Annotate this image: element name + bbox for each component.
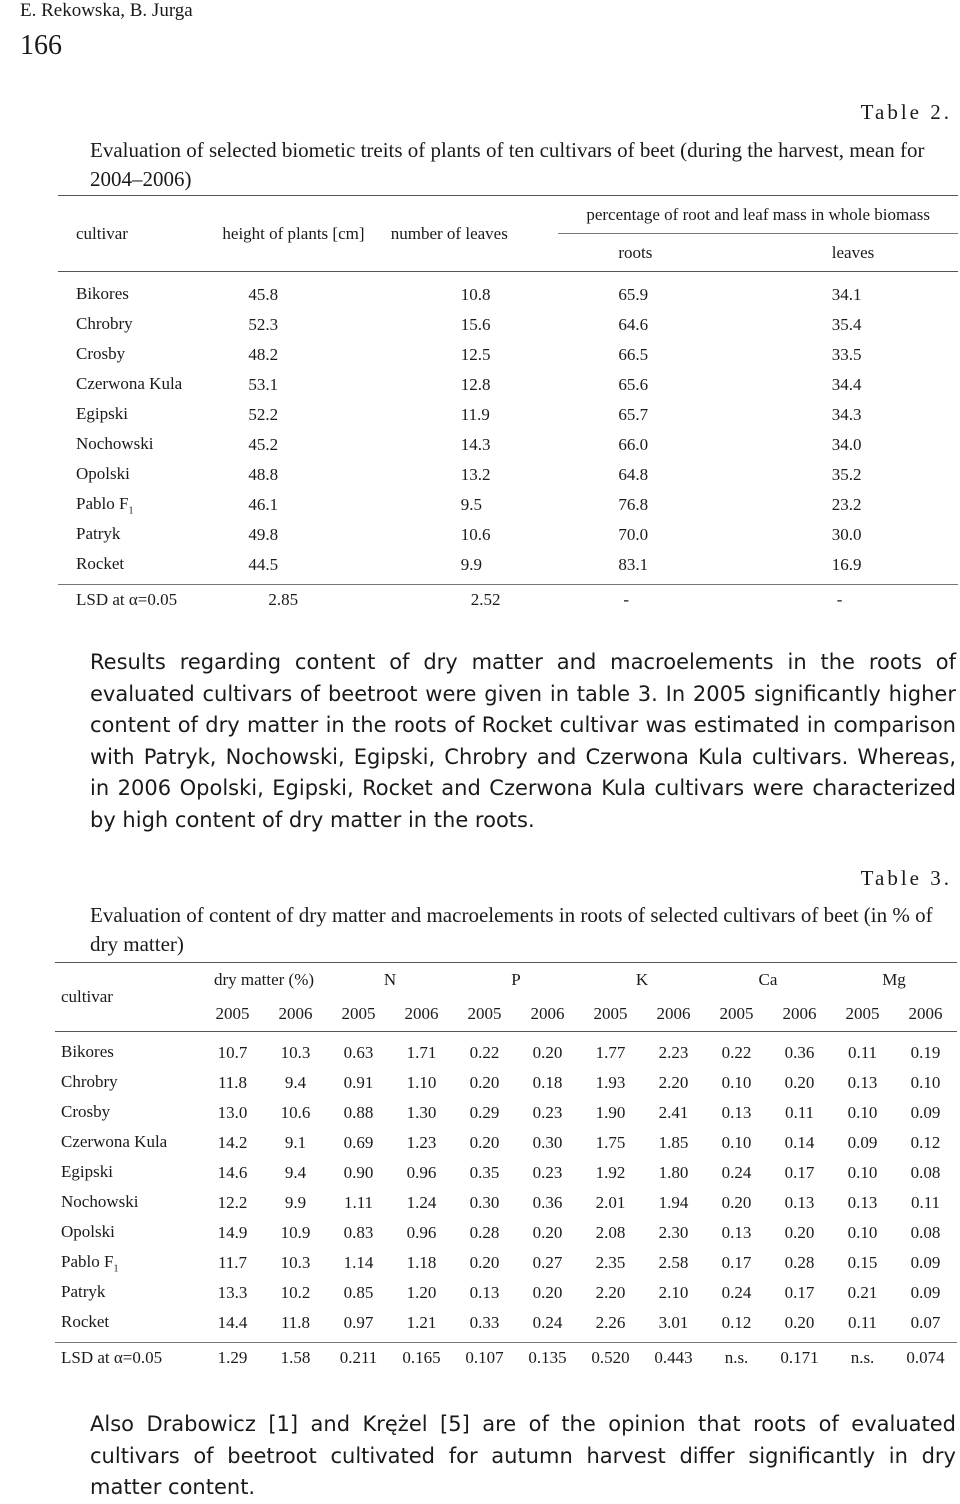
- t3-cell-value: 0.09: [910, 1103, 941, 1122]
- t3-cell-value: 9.4: [284, 1163, 307, 1182]
- table-row: [58, 310, 958, 340]
- t3-cell-value: 0.91: [343, 1073, 374, 1092]
- t2-cell-roots: 70.0: [618, 525, 649, 544]
- t3-cell-value: 9.9: [284, 1193, 307, 1212]
- t2-lsd-label: LSD at α=0.05: [76, 590, 178, 609]
- t2-header-cultivar: cultivar: [58, 196, 208, 272]
- cultivar-name: Patryk: [76, 523, 121, 543]
- t2-cell-leaves: 34.1: [831, 285, 862, 304]
- cultivar-name: Opolski: [76, 463, 130, 483]
- t3-cell-value: 0.63: [343, 1043, 374, 1062]
- t3-cell-value: 2.26: [595, 1313, 626, 1332]
- table-row: [58, 550, 958, 580]
- cultivar-name: Crosby: [61, 1101, 111, 1121]
- t3-cell-value: 0.13: [784, 1193, 815, 1212]
- t3-cell-value: 0.96: [406, 1223, 437, 1242]
- t2-cell-leaves-count: 15.6: [460, 315, 491, 334]
- t3-cell-value: 0.22: [469, 1043, 500, 1062]
- table-row: [58, 490, 958, 520]
- t3-cell-value: 1.23: [406, 1133, 437, 1152]
- table-row: [55, 1248, 957, 1278]
- t3-cell-value: 10.6: [280, 1103, 311, 1122]
- t3-cell-value: 0.11: [910, 1193, 941, 1212]
- t3-cell-value: 0.15: [847, 1253, 878, 1272]
- t3-header-year: 2006: [782, 1004, 817, 1023]
- t2-header-leaves: leaves: [831, 242, 875, 262]
- t3-cell-value: 2.58: [658, 1253, 689, 1272]
- t3-cell-value: 9.4: [284, 1073, 307, 1092]
- t3-cell-cultivar: [55, 1098, 201, 1128]
- t2-cell-leaves: 16.9: [831, 555, 862, 574]
- cultivar-name: Egipski: [76, 403, 128, 423]
- t3-header-group: P: [511, 970, 521, 989]
- t3-cell-value: 0.19: [910, 1043, 941, 1062]
- t3-header-group: Ca: [758, 970, 778, 989]
- t2-cell-cultivar: [58, 310, 208, 340]
- t3-header-year: 2005: [341, 1004, 376, 1023]
- t3-cell-value: 0.97: [343, 1313, 374, 1332]
- t3-header-year: 2006: [404, 1004, 439, 1023]
- t3-cell-value: 14.9: [217, 1223, 248, 1242]
- t3-cell-cultivar: [55, 1308, 201, 1338]
- t3-cell-value: 0.90: [343, 1163, 374, 1182]
- t3-cell-value: 0.36: [784, 1043, 815, 1062]
- t2-cell-cultivar: [58, 340, 208, 370]
- t3-lsd-value: 1.29: [217, 1348, 248, 1367]
- t3-cell-value: 0.12: [910, 1133, 941, 1152]
- t3-cell-value: 0.96: [406, 1163, 437, 1182]
- t3-lsd-value: n.s.: [724, 1348, 749, 1367]
- t3-cell-value: 10.3: [280, 1043, 311, 1062]
- t3-cell-cultivar: [55, 1038, 201, 1068]
- cultivar-name: Czerwona Kula: [61, 1131, 168, 1151]
- t3-cell-value: 11.7: [217, 1253, 248, 1272]
- t3-cell-value: 0.20: [532, 1223, 563, 1242]
- t3-cell-value: 0.11: [784, 1103, 815, 1122]
- t2-header-height: height of plants [cm]: [208, 196, 390, 272]
- t2-cell-leaves: 33.5: [831, 345, 862, 364]
- t2-header-roots: roots: [618, 242, 653, 262]
- t2-cell-leaves: 34.4: [831, 375, 862, 394]
- t3-cell-value: 0.10: [847, 1223, 878, 1242]
- t3-lsd-value: 0.443: [654, 1348, 693, 1367]
- running-header-authors: E. Rekowska, B. Jurga: [20, 0, 193, 21]
- t3-cell-value: 2.30: [658, 1223, 689, 1242]
- t3-cell-value: 0.10: [910, 1073, 941, 1092]
- t3-cell-value: 1.80: [658, 1163, 689, 1182]
- t3-cell-value: 0.33: [469, 1313, 500, 1332]
- t3-lsd-value: 0.107: [465, 1348, 504, 1367]
- table-row: [55, 1128, 957, 1158]
- t3-cell-value: 2.35: [595, 1253, 626, 1272]
- t3-cell-value: 13.3: [217, 1283, 248, 1302]
- cultivar-name: Opolski: [61, 1221, 115, 1241]
- t2-cell-leaves: 35.4: [831, 315, 862, 334]
- table-row: [55, 1308, 957, 1338]
- t3-cell-value: 0.17: [721, 1253, 752, 1272]
- t3-header-group: dry matter (%): [213, 970, 315, 989]
- t3-cell-value: 12.2: [217, 1193, 248, 1212]
- t3-header-group: Mg: [882, 970, 906, 989]
- t2-cell-leaves-count: 10.8: [460, 285, 491, 304]
- t2-cell-cultivar: [58, 400, 208, 430]
- t3-cell-value: 1.94: [658, 1193, 689, 1212]
- t2-cell-leaves-count: 14.3: [460, 435, 491, 454]
- table-row: [58, 340, 958, 370]
- t2-cell-leaves-count: 11.9: [460, 405, 490, 424]
- t2-cell-leaves-count: 12.8: [460, 375, 491, 394]
- t3-lsd-value: n.s.: [850, 1348, 875, 1367]
- t2-header-percentage: percentage of root and leaf mass in whole biomass: [558, 196, 958, 234]
- t3-cell-value: 2.08: [595, 1223, 626, 1242]
- t3-cell-value: 0.10: [847, 1103, 878, 1122]
- t3-header-year: 2005: [845, 1004, 880, 1023]
- t3-cell-value: 3.01: [658, 1313, 689, 1332]
- t3-cell-value: 0.17: [784, 1283, 815, 1302]
- t3-cell-value: 0.20: [469, 1073, 500, 1092]
- t3-lsd-label: LSD at α=0.05: [61, 1348, 163, 1367]
- t3-cell-value: 0.11: [847, 1043, 878, 1062]
- t3-header-cultivar: cultivar: [55, 963, 201, 1032]
- t3-cell-value: 0.23: [532, 1163, 563, 1182]
- cultivar-name: Pablo F: [61, 1251, 114, 1271]
- t3-cell-value: 1.85: [658, 1133, 689, 1152]
- t3-cell-cultivar: [55, 1248, 201, 1278]
- cultivar-name: Rocket: [76, 553, 125, 573]
- t3-cell-value: 0.30: [469, 1193, 500, 1212]
- t3-cell-value: 2.01: [595, 1193, 626, 1212]
- t3-cell-value: 0.08: [910, 1163, 941, 1182]
- t3-header-year: 2005: [593, 1004, 628, 1023]
- table-row: [58, 430, 958, 460]
- cultivar-name: Bikores: [76, 283, 129, 303]
- t3-cell-value: 0.11: [847, 1313, 878, 1332]
- table3-caption: Evaluation of content of dry matter and macroelements in roots of selected cultivars of beet (in % of dry matter): [90, 903, 933, 956]
- t2-cell-cultivar: [58, 280, 208, 310]
- t3-cell-value: 0.23: [532, 1103, 563, 1122]
- t2-lsd-leaves-count: 2.52: [470, 590, 501, 609]
- t2-lsd-roots: -: [623, 590, 629, 609]
- t3-header-year: 2005: [215, 1004, 250, 1023]
- t3-cell-value: 0.24: [721, 1163, 752, 1182]
- t2-cell-height: 48.2: [248, 345, 279, 364]
- t2-cell-cultivar: [58, 460, 208, 490]
- t2-cell-height: 49.8: [248, 525, 279, 544]
- t3-cell-value: 1.75: [595, 1133, 626, 1152]
- t3-cell-value: 0.17: [784, 1163, 815, 1182]
- t3-cell-value: 14.4: [217, 1313, 248, 1332]
- t3-cell-value: 1.24: [406, 1193, 437, 1212]
- t3-cell-value: 0.13: [469, 1283, 500, 1302]
- t3-header-year: 2006: [908, 1004, 943, 1023]
- table2-label: Table 2.: [860, 100, 952, 124]
- t3-cell-value: 0.88: [343, 1103, 374, 1122]
- cultivar-name: Crosby: [76, 343, 126, 363]
- cultivar-name: Czerwona Kula: [76, 373, 183, 393]
- t2-cell-leaves: 34.3: [831, 405, 862, 424]
- t3-cell-value: 0.29: [469, 1103, 500, 1122]
- table-row: [55, 1188, 957, 1218]
- t3-cell-value: 0.13: [721, 1223, 752, 1242]
- t3-cell-value: 0.20: [784, 1313, 815, 1332]
- t3-cell-value: 0.20: [532, 1283, 563, 1302]
- table2: [58, 195, 958, 615]
- t3-cell-value: 0.10: [721, 1073, 752, 1092]
- t2-cell-leaves: 30.0: [831, 525, 862, 544]
- t3-cell-value: 2.41: [658, 1103, 689, 1122]
- t2-cell-cultivar: [58, 430, 208, 460]
- t2-cell-height: 44.5: [248, 555, 279, 574]
- t3-cell-value: 0.12: [721, 1313, 752, 1332]
- t3-cell-value: 0.28: [469, 1223, 500, 1242]
- t3-cell-value: 0.22: [721, 1043, 752, 1062]
- t3-lsd-value: 0.165: [402, 1348, 441, 1367]
- table-row: [55, 1158, 957, 1188]
- cultivar-subscript: 1: [128, 505, 134, 517]
- cultivar-name: Patryk: [61, 1281, 106, 1301]
- t2-cell-height: 45.2: [248, 435, 279, 454]
- table-row: [55, 1038, 957, 1068]
- t3-lsd-value: 0.074: [906, 1348, 945, 1367]
- t2-cell-height: 45.8: [248, 285, 279, 304]
- t3-lsd-value: 0.520: [591, 1348, 630, 1367]
- t3-cell-value: 0.21: [847, 1283, 878, 1302]
- t2-cell-roots: 83.1: [618, 555, 649, 574]
- t2-cell-leaves: 35.2: [831, 465, 862, 484]
- t3-cell-cultivar: [55, 1278, 201, 1308]
- t3-cell-value: 0.10: [847, 1163, 878, 1182]
- t2-cell-leaves: 34.0: [831, 435, 862, 454]
- t3-cell-value: 0.09: [910, 1283, 941, 1302]
- t2-cell-roots: 66.5: [618, 345, 649, 364]
- t3-cell-value: 10.3: [280, 1253, 311, 1272]
- t3-cell-value: 0.69: [343, 1133, 374, 1152]
- t3-lsd-value: 0.211: [339, 1348, 378, 1367]
- table3-label: Table 3.: [860, 866, 952, 890]
- t3-cell-cultivar: [55, 1158, 201, 1188]
- t2-cell-leaves-count: 9.5: [460, 495, 482, 514]
- t2-cell-height: 53.1: [248, 375, 279, 394]
- cultivar-name: Chrobry: [61, 1071, 118, 1091]
- t3-cell-value: 0.85: [343, 1283, 374, 1302]
- t2-cell-leaves-count: 13.2: [460, 465, 491, 484]
- t3-cell-value: 0.10: [721, 1133, 752, 1152]
- t3-cell-value: 1.14: [343, 1253, 374, 1272]
- t3-cell-value: 0.28: [784, 1253, 815, 1272]
- t2-cell-roots: 64.6: [618, 315, 649, 334]
- t3-cell-value: 0.24: [532, 1313, 563, 1332]
- t2-cell-cultivar: [58, 550, 208, 580]
- t2-cell-height: 52.2: [248, 405, 279, 424]
- t3-cell-value: 0.20: [532, 1043, 563, 1062]
- table-row: [58, 460, 958, 490]
- t3-cell-value: 0.27: [532, 1253, 563, 1272]
- t3-cell-value: 2.23: [658, 1043, 689, 1062]
- t3-cell-value: 10.2: [280, 1283, 311, 1302]
- t3-lsd-value: 0.135: [528, 1348, 567, 1367]
- t2-cell-height: 46.1: [248, 495, 279, 514]
- t3-lsd-value: 1.58: [280, 1348, 311, 1367]
- t3-cell-cultivar: [55, 1068, 201, 1098]
- t3-cell-value: 0.09: [910, 1253, 941, 1272]
- t3-cell-value: 14.6: [217, 1163, 248, 1182]
- table-row: [58, 280, 958, 310]
- t3-cell-value: 10.7: [217, 1043, 248, 1062]
- t3-cell-value: 1.20: [406, 1283, 437, 1302]
- t3-cell-value: 0.20: [784, 1223, 815, 1242]
- t3-cell-value: 0.20: [784, 1073, 815, 1092]
- t2-cell-roots: 66.0: [618, 435, 649, 454]
- t2-cell-roots: 65.6: [618, 375, 649, 394]
- t3-header-group: N: [383, 970, 397, 989]
- t3-header-year: 2006: [278, 1004, 313, 1023]
- t3-cell-value: 1.18: [406, 1253, 437, 1272]
- t3-cell-cultivar: [55, 1218, 201, 1248]
- t2-cell-height: 52.3: [248, 315, 279, 334]
- t3-cell-value: 0.08: [910, 1223, 941, 1242]
- table-row: [58, 520, 958, 550]
- table-row: [58, 370, 958, 400]
- table2-caption: Evaluation of selected biometic treits of plants of ten cultivars of beet (during the harvest, mean for 2004–2006): [90, 138, 925, 191]
- table-row: [55, 1218, 957, 1248]
- t2-cell-roots: 65.9: [618, 285, 649, 304]
- t2-cell-leaves-count: 12.5: [460, 345, 491, 364]
- t3-cell-value: 0.35: [469, 1163, 500, 1182]
- t3-cell-value: 1.90: [595, 1103, 626, 1122]
- t3-cell-value: 9.1: [284, 1133, 307, 1152]
- t3-cell-value: 2.20: [658, 1073, 689, 1092]
- t3-cell-value: 11.8: [280, 1313, 311, 1332]
- t2-cell-cultivar: [58, 490, 208, 520]
- t3-cell-value: 0.13: [721, 1103, 752, 1122]
- t3-cell-value: 11.8: [217, 1073, 248, 1092]
- t3-cell-value: 0.13: [847, 1073, 878, 1092]
- t2-lsd-height: 2.85: [268, 590, 299, 609]
- t3-cell-value: 0.20: [721, 1193, 752, 1212]
- t3-cell-value: 2.10: [658, 1283, 689, 1302]
- t2-cell-roots: 65.7: [618, 405, 649, 424]
- t3-cell-value: 1.93: [595, 1073, 626, 1092]
- body-paragraph-2: Also Drabowicz [1] and Krężel [5] are of the opinion that roots of evaluated cultivars of beetroot cultivated for autumn harvest differ significantly in dry matter content.: [90, 1412, 956, 1499]
- t3-cell-value: 0.09: [847, 1133, 878, 1152]
- t2-cell-cultivar: [58, 370, 208, 400]
- t3-cell-value: 10.9: [280, 1223, 311, 1242]
- t3-header-year: 2006: [656, 1004, 691, 1023]
- t3-cell-value: 1.11: [343, 1193, 374, 1212]
- body-paragraph-1: Results regarding content of dry matter and macroelements in the roots of evaluated cultivars of beetroot were given in table 3. In 2005 significantly higher content of dry matter in the roots of Rocket cultivar was estimated in comparison with Patryk, Nochowski, Egipski, Chrobry and Czerwona Kula cultivars. Whereas, in 2006 Opolski, Egipski, Rocket and Czerwona Kula cultivars were characterized by high content of dry matter in the roots.: [90, 650, 956, 832]
- page-number: 166: [20, 30, 62, 61]
- t3-header-year: 2005: [467, 1004, 502, 1023]
- cultivar-name: Chrobry: [76, 313, 133, 333]
- t2-cell-leaves-count: 9.9: [460, 555, 482, 574]
- cultivar-name: Pablo F: [76, 493, 129, 513]
- t3-cell-value: 0.20: [469, 1133, 500, 1152]
- table3: [55, 962, 957, 1373]
- t3-cell-value: 0.20: [469, 1253, 500, 1272]
- t2-cell-roots: 76.8: [618, 495, 649, 514]
- t3-cell-value: 0.30: [532, 1133, 563, 1152]
- table-row: [55, 1098, 957, 1128]
- t2-cell-leaves: 23.2: [831, 495, 862, 514]
- t3-cell-value: 13.0: [217, 1103, 248, 1122]
- t3-cell-value: 0.24: [721, 1283, 752, 1302]
- t3-cell-value: 1.71: [406, 1043, 437, 1062]
- t3-header-year: 2006: [530, 1004, 565, 1023]
- t3-cell-cultivar: [55, 1128, 201, 1158]
- t3-cell-value: 0.14: [784, 1133, 815, 1152]
- t3-lsd-value: 0.171: [780, 1348, 819, 1367]
- t2-cell-leaves-count: 10.6: [460, 525, 491, 544]
- cultivar-name: Egipski: [61, 1161, 113, 1181]
- t2-lsd-leaves: -: [836, 590, 843, 609]
- table-row: [55, 1068, 957, 1098]
- table-row: [55, 1278, 957, 1308]
- t2-cell-height: 48.8: [248, 465, 279, 484]
- t3-header-year: 2005: [719, 1004, 754, 1023]
- t2-cell-cultivar: [58, 520, 208, 550]
- cultivar-name: Bikores: [61, 1041, 114, 1061]
- cultivar-name: Nochowski: [61, 1191, 139, 1211]
- t3-cell-value: 1.21: [406, 1313, 437, 1332]
- t3-cell-cultivar: [55, 1188, 201, 1218]
- t3-cell-value: 0.13: [847, 1193, 878, 1212]
- t3-cell-value: 1.10: [406, 1073, 437, 1092]
- t3-cell-value: 0.83: [343, 1223, 374, 1242]
- t3-cell-value: 1.92: [595, 1163, 626, 1182]
- t3-cell-value: 1.77: [595, 1043, 626, 1062]
- t3-header-group: K: [635, 970, 649, 989]
- t3-cell-value: 14.2: [217, 1133, 248, 1152]
- t3-cell-value: 0.07: [910, 1313, 941, 1332]
- t3-cell-value: 0.18: [532, 1073, 563, 1092]
- cultivar-name: Rocket: [61, 1311, 110, 1331]
- cultivar-subscript: 1: [113, 1263, 119, 1275]
- t3-cell-value: 1.30: [406, 1103, 437, 1122]
- cultivar-name: Nochowski: [76, 433, 154, 453]
- table-row: [58, 400, 958, 430]
- t2-cell-roots: 64.8: [618, 465, 649, 484]
- t2-header-leaves-count: number of leaves: [391, 196, 559, 272]
- t3-cell-value: 0.36: [532, 1193, 563, 1212]
- t3-cell-value: 2.20: [595, 1283, 626, 1302]
